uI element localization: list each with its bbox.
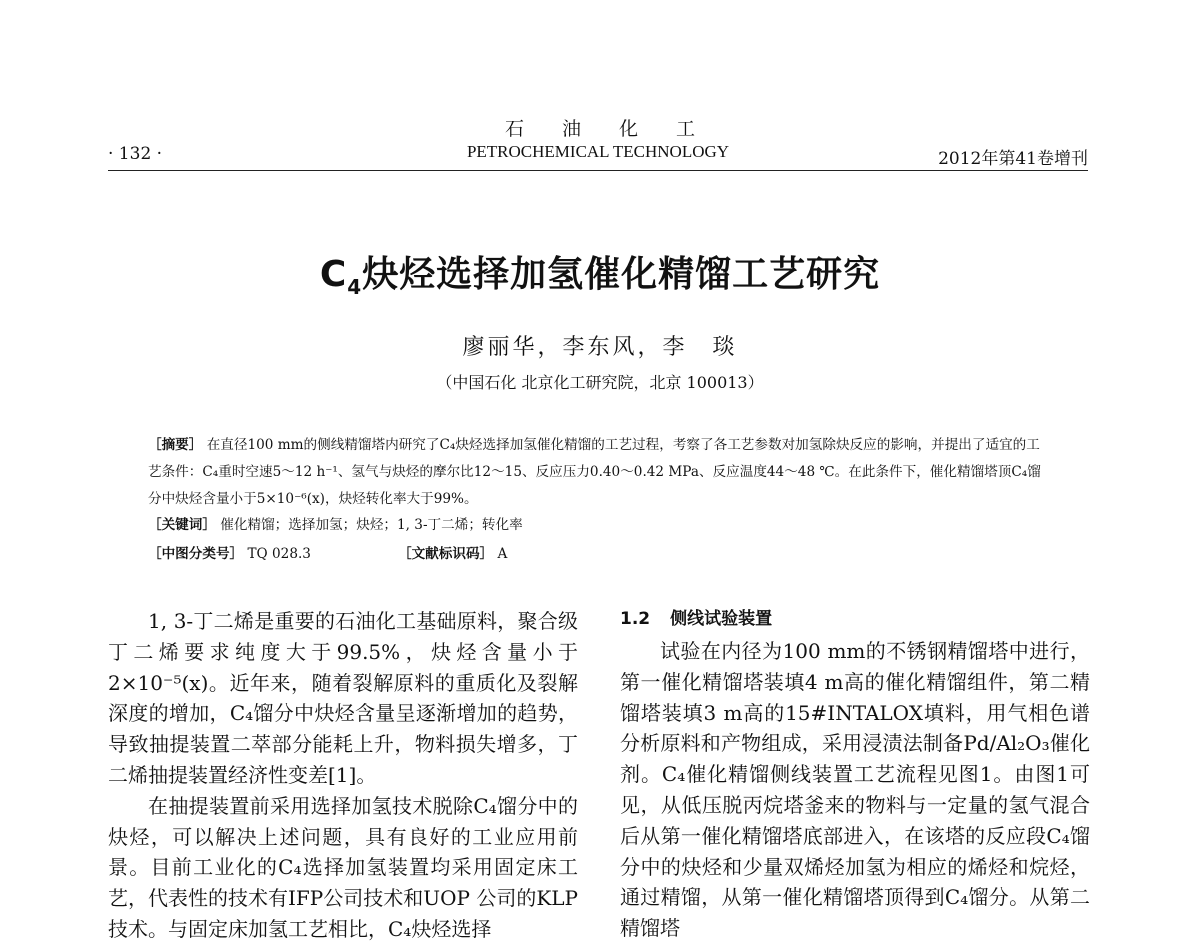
body-column-right xyxy=(620,606,1090,944)
affiliation: （中国石化 北京化工研究院，北京 100013） xyxy=(436,373,764,392)
docid-label: ［文献标识码］ xyxy=(398,546,494,562)
body-column-left xyxy=(108,606,578,945)
class-value: TQ 028.3 xyxy=(247,546,311,562)
article-title xyxy=(0,246,1200,299)
keywords-label: ［关键词］ xyxy=(148,517,216,533)
abstract-text: 在直径100 mm的侧线精馏塔内研究了C₄炔烃选择加氢催化精馏的工艺过程，考察了各工艺参数对加氢除炔反应的影响，并提出了适宜的工艺条件：C₄重时空速5～12 h⁻¹、氢气与炔烃的摩尔比12～15、反应压力0.40～0.42 MPa、反应温度44～48 ℃。在此条件下，催化精馏塔顶C₄馏分中炔烃含量小于5×10⁻⁶(x)，炔烃转化率大于99%。 xyxy=(148,437,1041,507)
body-paragraph: 试验在内径为100 mm的不锈钢精馏塔中进行，第一催化精馏塔装填4 m高的催化精馏组件，第二精馏塔装填3 m高的15#INTALOX填料，用气相色谱分析原料和产物组成，采用浸渍法制备Pd/Al₂O₃催化剂。C₄催化精馏侧线装置工艺流程见图1。由图1可见，从低压脱丙烷塔釜来的物料与一定量的氢气混合后从第一催化精馏塔底部进入，在该塔的反应段C₄馏分中的炔烃和少量双烯烃加氢为相应的烯烃和烷烃，通过精馏，从第一催化精馏塔顶得到C₄馏分。从第二精馏塔 xyxy=(620,639,1090,941)
section-title: 侧线试验装置 xyxy=(670,609,773,629)
body-paragraph: 1, 3-丁二烯是重要的石油化工基础原料，聚合级丁二烯要求纯度大于99.5%，炔烃含量小于2×10⁻⁵(x)。近年来，随着裂解原料的重质化及裂解深度的增加，C₄馏分中炔烃含量呈逐渐增加的趋势，导致抽提装置二萃部分能耗上升，物料损失增多，丁二烯抽提装置经济性变差[1]。 xyxy=(108,609,578,787)
title-main: 炔烃选择加氢催化精馏工艺研究 xyxy=(362,254,881,295)
docid-value: A xyxy=(497,546,508,562)
keywords-text: 催化精馏；选择加氢；炔烃；1, 3-丁二烯；转化率 xyxy=(220,517,523,533)
document-id xyxy=(398,542,507,562)
running-header xyxy=(108,140,1088,168)
page-number: · 132 · xyxy=(108,144,163,164)
section-heading xyxy=(620,606,1090,632)
abstract-block xyxy=(148,432,1053,513)
header-divider xyxy=(108,170,1088,171)
author-list: 廖丽华，李东风，李 琰 xyxy=(462,335,738,360)
issue-info: 2012年第41卷增刊 xyxy=(938,149,1088,169)
body-paragraph: 在抽提装置前采用选择加氢技术脱除C₄馏分中的炔烃，可以解决上述问题，具有良好的工业应用前景。目前工业化的C₄选择加氢装置均采用固定床工艺，代表性的技术有IFP公司技术和UOP 公司的KLP技术。与固定床加氢工艺相比，C₄炔烃选择 xyxy=(108,793,578,941)
class-label: ［中图分类号］ xyxy=(148,546,244,562)
classification-line xyxy=(148,542,748,562)
journal-name-en: PETROCHEMICAL TECHNOLOGY xyxy=(466,142,730,161)
section-number: 1.2 xyxy=(620,609,651,629)
title-prefix: C xyxy=(319,254,348,295)
keywords-line xyxy=(148,513,523,533)
journal-name-cn: 石油化工 xyxy=(504,118,733,140)
abstract-label: ［摘要］ xyxy=(148,437,203,453)
title-subscript: 4 xyxy=(347,275,363,300)
